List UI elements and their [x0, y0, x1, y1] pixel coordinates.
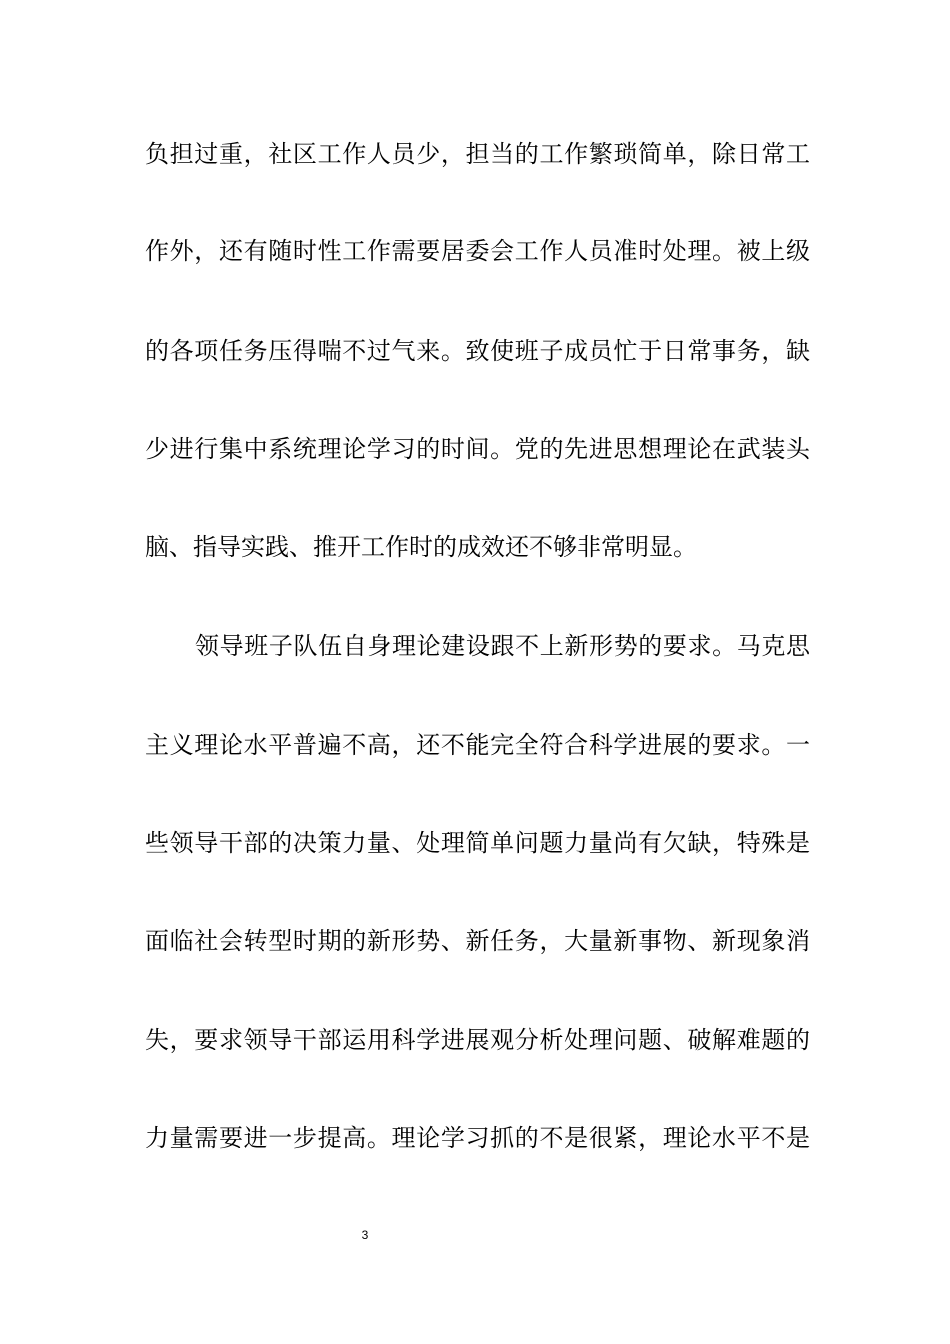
- paragraph-1-line-3: 的各项任务压得喘不过气来。致使班子成员忙于日常事务，缺: [145, 337, 810, 365]
- page-number: 3: [361, 1228, 369, 1242]
- paragraph-2-line-6: 力量需要进一步提高。理论学习抓的不是很紧，理论水平不是: [145, 1124, 810, 1152]
- paragraph-2-line-4: 面临社会转型时期的新形势、新任务，大量新事物、新现象消: [145, 927, 810, 955]
- paragraph-2-line-2: 主义理论水平普遍不高，还不能完全符合科学进展的要求。一: [145, 731, 810, 759]
- paragraph-2-line-3: 些领导干部的决策力量、处理简单问题力量尚有欠缺，特殊是: [145, 829, 810, 857]
- paragraph-1-line-1: 负担过重，社区工作人员少，担当的工作繁琐简单，除日常工: [145, 140, 810, 168]
- paragraph-1-line-2: 作外，还有随时性工作需要居委会工作人员准时处理。被上级: [145, 237, 810, 265]
- paragraph-1-line-5: 脑、指导实践、推开工作时的成效还不够非常明显。: [145, 533, 697, 561]
- paragraph-2-line-1: 领导班子队伍自身理论建设跟不上新形势的要求。马克思: [195, 632, 810, 660]
- paragraph-2-line-5: 失，要求领导干部运用科学进展观分析处理问题、破解难题的: [145, 1026, 810, 1054]
- paragraph-1-line-4: 少进行集中系统理论学习的时间。党的先进思想理论在武装头: [145, 435, 810, 463]
